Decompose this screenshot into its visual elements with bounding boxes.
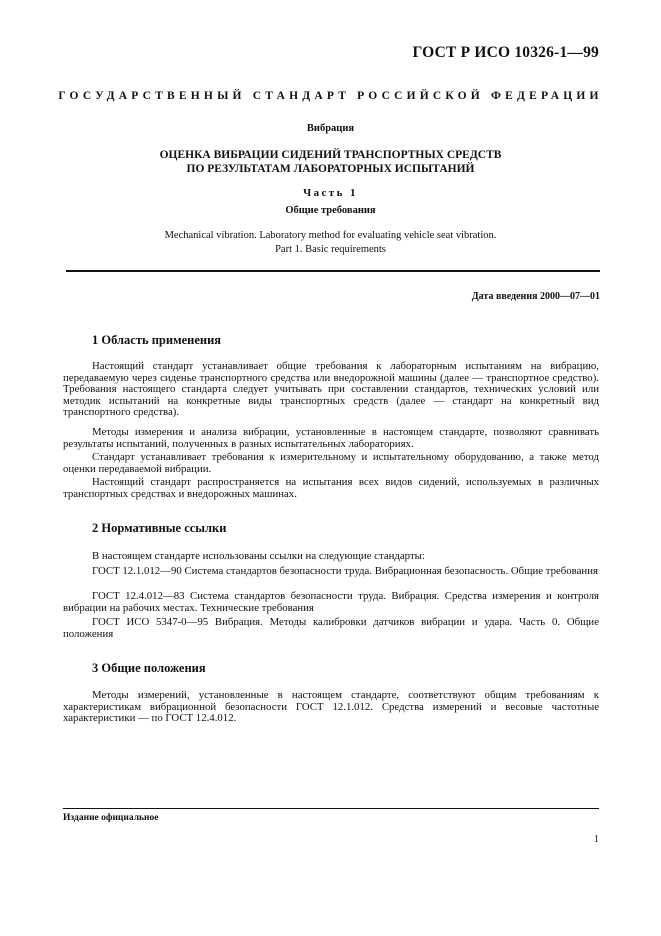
section-3-paragraph-1: Методы измерений, установленные в настоящем стандарте, соответствуют общим требованиям к характеристикам вибрационной безопасности ГОСТ 12.1.012. Средства измерений и весовые частотные характеристики — по ГОСТ 12.4.012. [63, 689, 599, 725]
title-divider [66, 270, 600, 272]
part-subtitle: Общие требования [285, 205, 376, 216]
main-title-line-1: ОЦЕНКА ВИБРАЦИИ СИДЕНИЙ ТРАНСПОРТНЫХ СРЕДСТВ [159, 149, 502, 161]
section-heading-normative-references: 2 Нормативные ссылки [92, 521, 227, 535]
section-1-paragraph-2: Методы измерения и анализа вибрации, установленные в настоящем стандарте, позволяют сравнивать результаты испытаний, полученных в разных испытательных лабораториях. [63, 426, 599, 450]
state-standard-title: ГОСУДАРСТВЕННЫЙ СТАНДАРТ РОССИЙСКОЙ ФЕДЕРАЦИИ [58, 90, 603, 102]
introduction-date: Дата введения 2000—07—01 [471, 291, 600, 302]
document-code: ГОСТ Р ИСО 10326-1—99 [412, 44, 599, 61]
topic-label: Вибрация [306, 123, 355, 134]
section-1-paragraph-4: Настоящий стандарт распространяется на испытания всех видов сидений, используемых в различных транспортных средствах и внедорожных машинах. [63, 476, 599, 500]
english-title-line-2: Part 1. Basic requirements [275, 244, 386, 255]
section-1-paragraph-1: Настоящий стандарт устанавливает общие требования к лабораторным испытаниям на вибрацию, передаваемую через сиденье транспортного средства или внедорожной машины (далее — транспортное средство). Требования настоящего стандарта следует учитывать при составлении стандартов, технических условий или методик испытаний на конкретные виды транспортных средств (далее — стандарт на конкретный вид транспортного средства). [63, 360, 599, 419]
main-title-line-2: ПО РЕЗУЛЬТАТАМ ЛАБОРАТОРНЫХ ИСПЫТАНИЙ [186, 163, 475, 175]
section-2-reference-gost-12-4-012: ГОСТ 12.4.012—83 Система стандартов безопасности труда. Вибрация. Средства измерения и контроля вибрации на рабочих местах. Технические требования [63, 590, 599, 614]
section-heading-scope: 1 Область применения [92, 333, 222, 347]
section-heading-general-provisions: 3 Общие положения [92, 661, 206, 675]
english-title-line-1: Mechanical vibration. Laboratory method for evaluating vehicle seat vibration. [164, 230, 497, 241]
official-edition-label: Издание официальное [63, 813, 159, 823]
section-2-reference-gost-iso-5347-0: ГОСТ ИСО 5347-0—95 Вибрация. Методы калибровки датчиков вибрации и удара. Часть 0. Общие положения [63, 616, 599, 640]
section-1-paragraph-3: Стандарт устанавливает требования к измерительному и испытательному оборудованию, а также метод оценки передаваемой вибрации. [63, 451, 599, 475]
part-title: Часть 1 [303, 187, 358, 199]
section-2-reference-gost-12-1-012: ГОСТ 12.1.012—90 Система стандартов безопасности труда. Вибрационная безопасность. Общие требования [92, 565, 598, 577]
section-2-paragraph-1: В настоящем стандарте использованы ссылки на следующие стандарты: [92, 550, 425, 562]
page-number: 1 [594, 834, 599, 845]
footer-divider [63, 808, 599, 809]
english-title [0, 229, 661, 257]
main-title [0, 148, 661, 176]
